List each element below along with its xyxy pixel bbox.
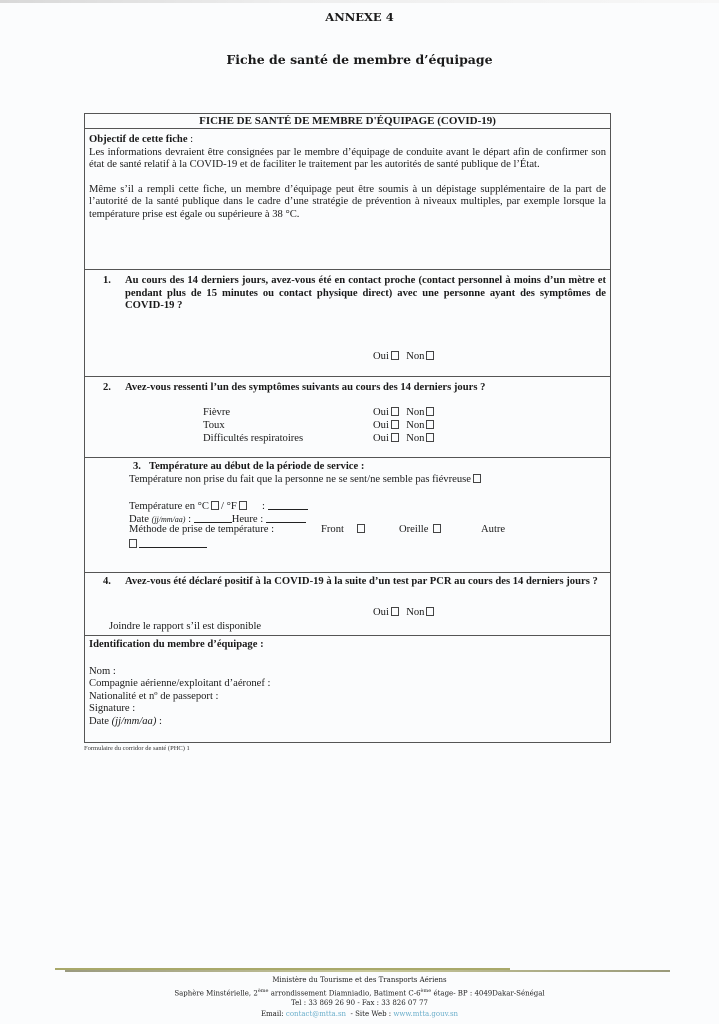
no-label: Non [406,420,425,431]
question-1-yes-checkbox[interactable] [391,351,399,360]
question-1-text: Au cours des 14 derniers jours, avez-vous été en contact proche (contact personnel à moins d’un mètre et pendant plus de 15 minutes ou contact physique direct) avec une personne ayant des symptômes de COVID-19 ? [125,275,606,312]
address-superscript: ème [257,987,269,994]
address-superscript: ème [420,987,432,994]
ident-date-colon: : [156,715,162,727]
not-taken-checkbox[interactable] [473,474,481,483]
identification-title: Identification du membre d’équipage : [89,639,264,650]
objective-label: Objectif de cette fiche [89,134,188,145]
fever-yes-checkbox[interactable] [391,407,399,416]
question-4-no-checkbox[interactable] [426,607,434,616]
method-front-checkbox[interactable] [357,524,365,533]
yes-label: Oui [373,420,389,431]
method-ear-label: Oreille [399,524,429,535]
method-ear [399,524,443,537]
field-date[interactable] [89,716,606,729]
health-form [84,113,611,743]
symptom-breathing: Difficultés respiratoires [203,433,304,444]
question-4-number: 4. [103,576,111,587]
question-4-text: Avez-vous été déclaré positif à la COVID-19 à la suite d’un test par PCR au cours des 14 derniers jours ? [125,576,598,587]
celsius-checkbox[interactable] [211,501,219,510]
question-3 [85,457,610,572]
method-other-label: Autre [481,524,506,535]
question-4-yes-checkbox[interactable] [391,607,399,616]
fahrenheit-label: / °F [220,501,237,512]
temperature-colon: : [261,501,265,512]
address-part: Saphère Minstérielle, 2 [174,988,258,997]
website-label: - Site Web : [346,1009,394,1018]
temperature-label: Température en °C [129,501,209,512]
annex-label: ANNEXE 4 [325,10,394,24]
no-label: Non [406,607,425,618]
footer-rule-bottom [65,970,670,972]
question-1 [85,269,610,376]
hour-field[interactable] [266,512,306,523]
no-label: Non [406,433,425,444]
address-part: arrondissement Diamniadio, Batiment C-6 [268,988,421,997]
footer-contact [0,1009,719,1020]
method-other [129,537,207,552]
footer-address [0,986,719,999]
form-footnote: Formulaire du corridor de santé (PHC) 1 [84,745,190,752]
question-1-no-checkbox[interactable] [426,351,434,360]
method-label: Méthode de prise de température : [129,524,275,535]
no-label: Non [406,407,425,418]
email-link[interactable]: contact@mtta.sn [285,1009,347,1018]
field-name[interactable]: Nom : [89,665,116,677]
method-front [321,524,367,537]
symptom-fever-answer [373,407,436,420]
symptom-breathing-answer [373,433,436,446]
website-link[interactable]: www.mtta.gouv.sn [393,1009,459,1018]
method-other-field[interactable] [139,537,207,548]
objective-section [85,128,610,269]
objective-paragraph-2: Même s’il a rempli cette fiche, un membre d’équipage peut être soumis à un dépistage supplémentaire de la part de l’autorité de la santé publique dans le cadre d’une stratégie de prévention à niveaux multiples, par exemple lorsque la température prise est égale ou supérieure à 38 °C. [89,183,606,220]
symptom-fever: Fièvre [203,407,231,418]
fever-no-checkbox[interactable] [426,407,434,416]
question-4 [85,572,610,635]
attach-report-note: Joindre le rapport s’il est disponible [109,621,262,632]
field-nationality-passport[interactable]: Nationalité et nº de passeport : [89,690,219,702]
question-1-answer [373,351,436,364]
page-footer [0,975,719,1019]
objective-colon: : [187,134,194,145]
question-3-number: 3. [133,461,141,472]
field-signature[interactable]: Signature : [89,703,136,715]
ident-date-format: (jj/mm/aa) [111,715,157,727]
question-3-title: Température au début de la période de service : [149,461,365,472]
yes-label: Oui [373,407,389,418]
date-format: (jj/mm/aa) [151,515,186,524]
method-ear-checkbox[interactable] [433,524,441,533]
form-heading: FICHE DE SANTÉ DE MEMBRE D'ÉQUIPAGE (COVID-19) [199,115,496,127]
date-colon: : [185,514,192,525]
footer-phone: Tel : 33 869 26 90 - Fax : 33 826 07 77 [291,999,428,1008]
date-label: Date [129,514,149,525]
question-2 [85,376,610,457]
ident-date-label: Date [89,715,109,727]
email-label: Email: [260,1009,286,1018]
question-2-number: 2. [103,382,111,393]
cough-no-checkbox[interactable] [426,420,434,429]
yes-label: Oui [373,433,389,444]
breathing-no-checkbox[interactable] [426,433,434,442]
document-title: Fiche de santé de membre d’équipage [226,52,493,67]
no-label: Non [406,351,425,362]
temperature-value-field[interactable] [268,499,308,510]
address-part: étage- BP : 4049Dakar-Sénégal [431,988,545,997]
symptom-cough-answer [373,420,436,433]
method-other-checkbox[interactable] [129,539,137,548]
not-taken-label: Température non prise du fait que la personne ne se sent/ne semble pas fiévreuse [129,474,471,485]
fahrenheit-checkbox[interactable] [239,501,247,510]
field-airline[interactable]: Compagnie aérienne/exploitant d’aéronef : [89,678,271,690]
symptom-cough: Toux [203,420,225,431]
date-field[interactable] [194,512,232,523]
objective-paragraph-1: Les informations devraient être consignées par le membre d’équipage de conduite avant le départ afin de confirmer son état de santé relatif à la COVID-19 et de faciliter le traitement par les autorités de santé publique de l’État. [89,146,606,171]
temperature-not-taken [129,474,483,487]
question-1-number: 1. [103,275,111,286]
footer-ministry: Ministère du Tourisme et des Transports Aériens [272,976,447,984]
yes-label: Oui [373,351,389,362]
breathing-yes-checkbox[interactable] [391,433,399,442]
cough-yes-checkbox[interactable] [391,420,399,429]
method-front-label: Front [321,524,344,535]
page-top-edge [0,0,719,3]
hour-label: Heure : [231,514,264,525]
question-2-text: Avez-vous ressenti l’un des symptômes suivants au cours des 14 derniers jours ? [125,382,486,393]
question-4-answer [373,607,436,620]
yes-label: Oui [373,607,389,618]
identification-section [85,635,610,742]
